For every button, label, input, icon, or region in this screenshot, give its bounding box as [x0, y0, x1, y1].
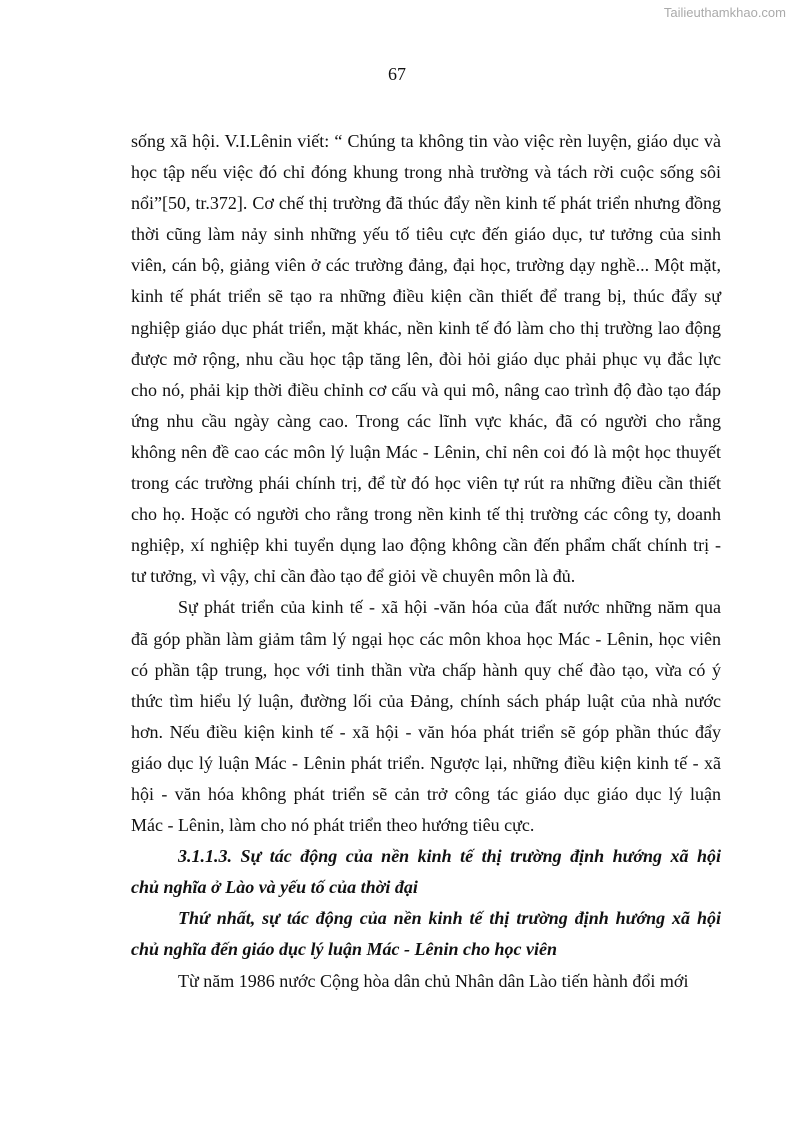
text-line: thời cũng làm nảy sinh những yếu tố tiêu cực đến giáo dục, tư tưởng của sinh — [131, 224, 721, 245]
text-line: tư tưởng, vì vậy, chỉ cần đào tạo để giỏi về chuyên môn là đủ. — [131, 566, 576, 587]
document-body — [131, 126, 721, 997]
text-line: chủ nghĩa đến giáo dục lý luận Mác - Lênin cho học viên — [131, 939, 558, 960]
section-heading — [131, 841, 721, 903]
text-line: Thứ nhất, sự tác động của nền kinh tế thị trường định hướng xã hội — [178, 908, 721, 929]
text-line: học tập nếu việc đó chỉ đóng khung trong nhà trường và tách rời cuộc sống sôi — [131, 162, 721, 183]
text-line: hội - văn hóa không phát triển sẽ cản trở công tác giáo dục giáo dục lý luận — [131, 783, 721, 804]
text-line: chủ nghĩa ở Lào và yếu tố của thời đại — [131, 877, 418, 898]
text-line: sống xã hội. V.I.Lênin viết: “ Chúng ta không tin vào việc rèn luyện, giáo dục và — [131, 131, 721, 151]
text-line: thức tìm hiểu lý luận, đường lối của Đảng, chính sách pháp luật của nhà nước — [131, 690, 721, 711]
text-line: ứng nhu cầu ngày càng cao. Trong các lĩnh vực khác, đã có người cho rằng — [131, 410, 721, 431]
text-line: cho nó, phải kịp thời điều chỉnh cơ cấu và qui mô, nâng cao trình độ đào tạo đáp — [131, 379, 721, 400]
text-line: Sự phát triển của kinh tế - xã hội -văn hóa của đất nước những năm qua — [178, 597, 721, 618]
text-line: giáo dục lý luận Mác - Lênin phát triển. Ngược lại, những điều kiện kinh tế - xã — [131, 752, 721, 773]
page-number: 67 — [388, 64, 406, 84]
text-line: 3.1.1.3. Sự tác động của nền kinh tế thị trường định hướng xã hội — [178, 846, 721, 867]
watermark: Tailieuthamkhao.com — [663, 5, 786, 20]
text-line: nghiệp giáo dục phát triển, mặt khác, nền kinh tế đó làm cho thị trường lao động — [131, 317, 721, 338]
section-heading — [131, 903, 721, 965]
paragraph — [131, 592, 721, 841]
paragraph — [131, 126, 721, 592]
text-line: Mác - Lênin, làm cho nó phát triển theo hướng tiêu cực. — [131, 815, 535, 836]
text-line: được mở rộng, nhu cầu học tập tăng lên, đòi hỏi giáo dục phải phục vụ đắc lực — [131, 348, 721, 369]
paragraph — [131, 966, 721, 997]
text-line: cho họ. Hoặc có người cho rằng trong nền kinh tế thị trường các công ty, doanh — [131, 504, 721, 525]
text-line: nghiệp, xí nghiệp khi tuyển dụng lao động không cần đến phẩm chất chính trị - — [131, 535, 721, 556]
text-line: hơn. Nếu điều kiện kinh tế - xã hội - văn hóa phát triển sẽ góp phần thúc đẩy — [131, 721, 721, 742]
text-line: có phần tập trung, học với tinh thần vừa chấp hành quy chế đào tạo, vừa có ý — [131, 659, 721, 680]
text-line: nổi”[50, tr.372]. Cơ chế thị trường đã thúc đẩy nền kinh tế phát triển nhưng đồng — [131, 193, 721, 214]
text-line: viên, cán bộ, giảng viên ở các trường đảng, đại học, trường dạy nghề... Một mặt, — [131, 255, 721, 276]
text-line: kinh tế phát triển sẽ tạo ra những điều kiện cần thiết để trang bị, thúc đẩy sự — [131, 286, 721, 307]
text-line: đã góp phần làm giảm tâm lý ngại học các môn khoa học Mác - Lênin, học viên — [131, 628, 721, 649]
text-line: Từ năm 1986 nước Cộng hòa dân chủ Nhân dân Lào tiến hành đổi mới — [178, 970, 689, 991]
text-line: trong các trường phái chính trị, để từ đó học viên tự rút ra những điều cần thiết — [131, 473, 721, 494]
text-line: không nên đề cao các môn lý luận Mác - Lênin, chỉ nên coi đó là một học thuyết — [131, 441, 721, 462]
